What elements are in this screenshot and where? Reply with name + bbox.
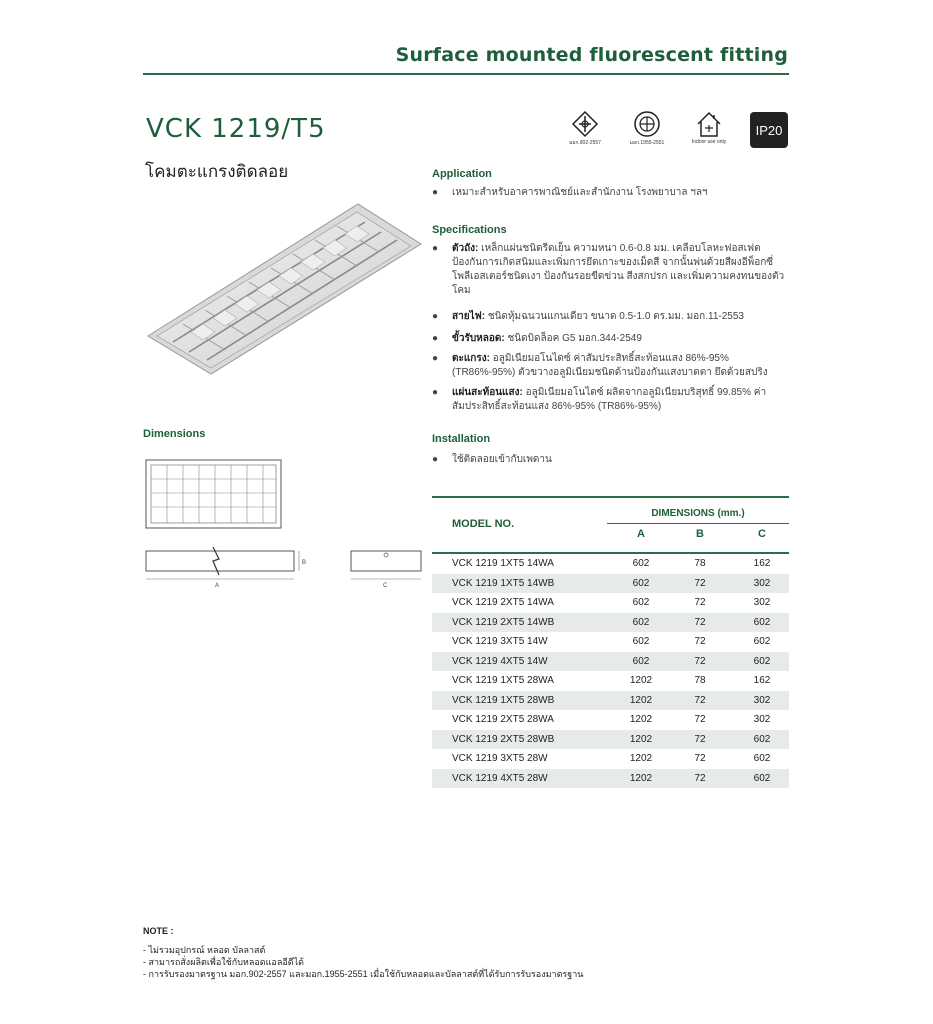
tis-standard-icon	[570, 110, 600, 138]
dim-label-c: C	[383, 583, 388, 589]
installation-heading: Installation	[432, 433, 491, 445]
dim-label-b: B	[302, 560, 307, 566]
dim-a-cell: 602	[632, 636, 650, 647]
dim-a-cell: 602	[632, 655, 650, 667]
dim-label-a: A	[215, 583, 220, 589]
product-subtitle: โคมตะแกรงติดลอย	[145, 162, 289, 181]
certification-row	[560, 110, 790, 156]
dim-a-cell: 1202	[629, 694, 653, 706]
specifications-heading: Specifications	[432, 224, 507, 236]
dimensions-table	[432, 496, 789, 788]
dim-a-cell: 602	[632, 577, 650, 589]
model-cell: VCK 1219 1XT5 14WB	[452, 577, 555, 589]
dimension-drawing	[143, 455, 423, 595]
table-body	[432, 554, 789, 788]
dim-a-cell: 1202	[629, 772, 653, 784]
note-section	[143, 926, 583, 980]
table-row	[432, 671, 789, 691]
dim-c-cell: 602	[753, 616, 771, 628]
dim-c-cell: 302	[753, 597, 771, 608]
side-view	[146, 547, 299, 579]
cert-caption: มอก.1955-2551	[629, 140, 665, 146]
table-row	[432, 710, 789, 730]
page-title: Surface mounted fluorescent fitting	[395, 44, 788, 66]
note-line: - สามารถสั่งผลิตเพื่อใช้กับหลอดแอลอีดีได้	[143, 957, 304, 967]
dimensions-heading: Dimensions	[143, 428, 206, 440]
dim-c-cell: 602	[753, 772, 771, 784]
model-column-header: MODEL NO.	[452, 518, 515, 530]
table-row	[432, 769, 789, 789]
table-row	[432, 554, 789, 574]
cert-caption: มอก.902-2557	[569, 140, 601, 146]
dim-b-cell: 78	[694, 558, 706, 569]
model-cell: VCK 1219 4XT5 28W	[452, 772, 548, 784]
dim-a-cell: 602	[632, 558, 650, 569]
top-view	[146, 460, 281, 528]
dim-c-cell: 602	[753, 753, 771, 764]
indoor-use-mark	[684, 110, 734, 145]
dim-c-cell: 602	[753, 655, 771, 667]
column-c-header: C	[758, 528, 766, 540]
dim-c-cell: 602	[753, 636, 771, 647]
dim-b-cell: 78	[694, 675, 706, 686]
table-row	[432, 574, 789, 594]
dim-a-cell: 602	[632, 597, 650, 608]
dim-c-cell: 162	[753, 675, 771, 686]
dim-c-cell: 302	[753, 714, 771, 725]
dim-a-cell: 1202	[629, 733, 653, 745]
cert-caption: Indoor use only	[691, 139, 727, 145]
model-cell: VCK 1219 2XT5 14WB	[452, 616, 555, 628]
column-b-header: B	[696, 528, 704, 540]
model-cell: VCK 1219 2XT5 28WB	[452, 733, 555, 745]
note-line: - การรับรองมาตรฐาน มอก.902-2557 และมอก.1955-2551 เมื่อใช้กับหลอดและบัลลาสต์ที่ได้รับการรับรองมาตรฐาน	[143, 969, 584, 979]
title-divider	[143, 73, 789, 75]
dim-b-cell: 72	[694, 733, 706, 745]
dim-c-cell: 302	[753, 577, 771, 589]
note-heading: NOTE :	[143, 926, 174, 936]
dim-b-cell: 72	[694, 636, 706, 647]
dim-c-cell: 302	[753, 694, 771, 706]
model-cell: VCK 1219 3XT5 28W	[452, 753, 548, 764]
dim-b-cell: 72	[694, 597, 706, 608]
application-heading: Application	[432, 168, 492, 180]
tis-certified-mark	[622, 110, 672, 147]
model-cell: VCK 1219 1XT5 14WA	[452, 558, 554, 569]
dim-c-cell: 162	[753, 558, 771, 569]
dim-a-cell: 1202	[629, 675, 653, 686]
table-row	[432, 613, 789, 633]
model-cell: VCK 1219 3XT5 14W	[452, 636, 548, 647]
column-a-header: A	[637, 528, 645, 540]
table-row	[432, 749, 789, 769]
tis-standard-mark	[560, 110, 610, 147]
dim-c-cell: 602	[753, 733, 771, 745]
model-cell: VCK 1219 1XT5 28WB	[452, 694, 555, 706]
note-line: - ไม่รวมอุปกรณ์ หลอด บัลลาสต์	[143, 945, 266, 955]
ip-rating-badge: IP20	[750, 112, 788, 148]
table-row	[432, 632, 789, 652]
dim-a-cell: 602	[632, 616, 650, 628]
product-image	[143, 196, 423, 376]
model-cell: VCK 1219 2XT5 14WA	[452, 597, 554, 608]
end-view	[351, 551, 421, 579]
dim-a-cell: 1202	[629, 753, 653, 764]
dim-b-cell: 72	[694, 753, 706, 764]
model-title: VCK 1219/T5	[146, 114, 326, 144]
dim-b-cell: 72	[694, 714, 706, 725]
dimensions-header-rule	[607, 523, 789, 524]
table-row	[432, 652, 789, 672]
dim-b-cell: 72	[694, 772, 706, 784]
table-header	[432, 498, 789, 552]
tis-certified-icon	[632, 110, 662, 138]
dim-b-cell: 72	[694, 616, 706, 628]
dim-b-cell: 72	[694, 655, 706, 667]
dim-a-cell: 1202	[629, 714, 653, 725]
dim-b-cell: 72	[694, 694, 706, 706]
model-cell: VCK 1219 4XT5 14W	[452, 655, 548, 667]
dimensions-column-header: DIMENSIONS (mm.)	[651, 508, 745, 519]
table-row	[432, 691, 789, 711]
indoor-use-icon	[694, 110, 724, 138]
dim-b-cell: 72	[694, 577, 706, 589]
model-cell: VCK 1219 2XT5 28WA	[452, 714, 554, 725]
table-row	[432, 593, 789, 613]
model-cell: VCK 1219 1XT5 28WA	[452, 675, 554, 686]
table-row	[432, 730, 789, 750]
